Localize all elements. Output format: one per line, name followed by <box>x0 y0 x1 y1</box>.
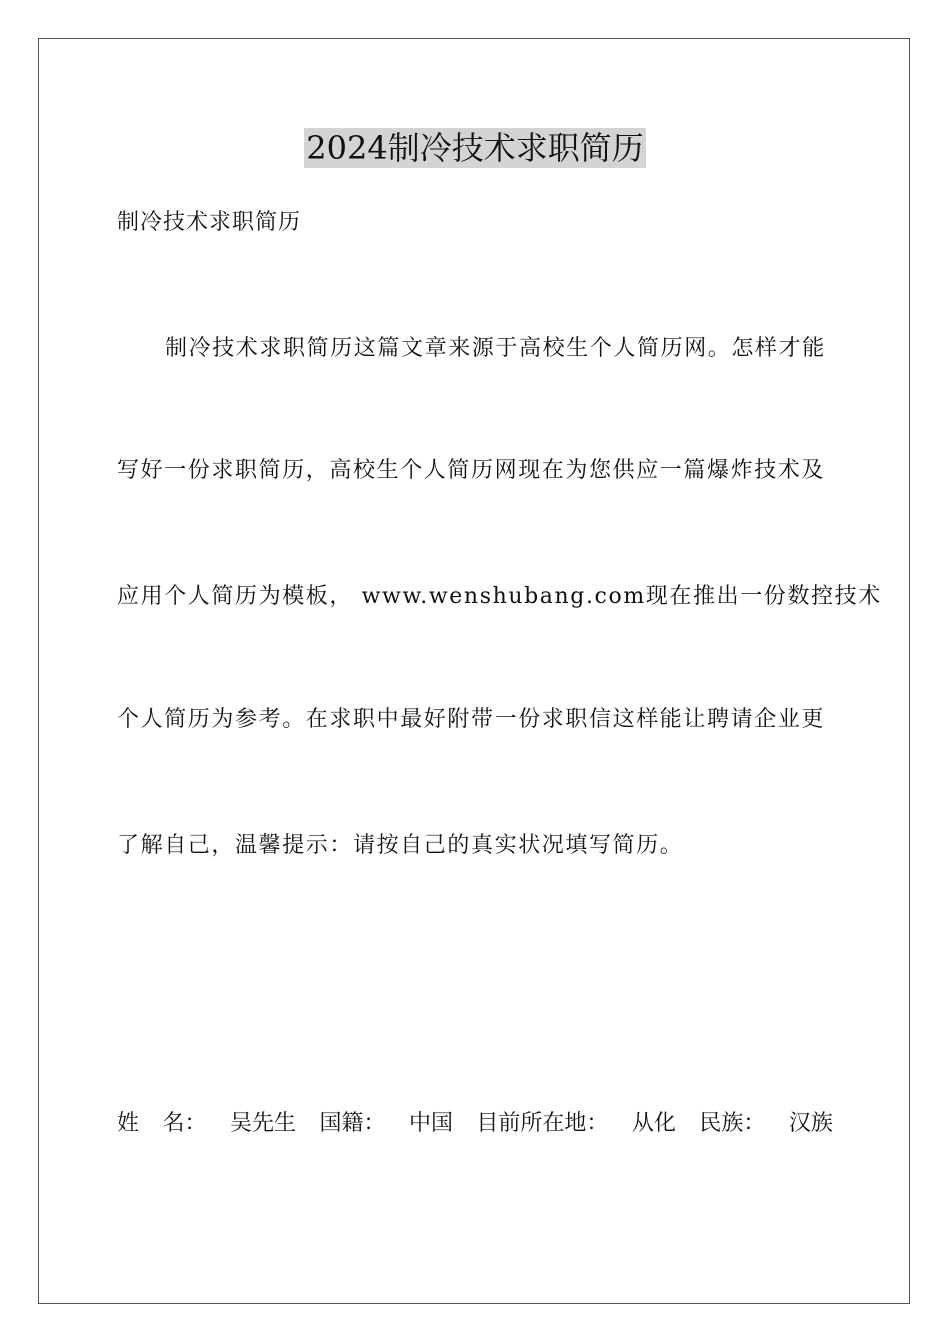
ethnicity-value: 汉族 <box>788 1111 833 1136</box>
nationality-value: 中国 <box>408 1111 453 1136</box>
nationality-label: 国籍： <box>319 1111 386 1136</box>
name-value: 吴先生 <box>229 1111 296 1136</box>
name-label-first: 姓 <box>117 1111 140 1136</box>
paragraph-line-5: 了解自己，温馨提示：请按自己的真实状况填写简历。 <box>117 833 684 858</box>
personal-info-row <box>117 1110 833 1138</box>
paragraph-line-3: 应用个人简历为模板， www.wenshubang.com现在推出一份数控技术 <box>117 584 882 609</box>
paragraph-line-1: 制冷技术求职简历这篇文章来源于高校生个人简历网。怎样才能 <box>165 336 826 361</box>
location-label: 目前所在地： <box>476 1111 609 1136</box>
document-title: 2024制冷技术求职简历 <box>306 129 644 167</box>
ethnicity-label: 民族： <box>699 1111 766 1136</box>
location-value: 从化 <box>631 1111 676 1136</box>
paragraph-line-2: 写好一份求职简历，高校生个人简历网现在为您供应一篇爆炸技术及 <box>117 458 826 483</box>
title-container <box>0 128 950 168</box>
name-label-second: 名： <box>162 1111 207 1136</box>
document-subtitle: 制冷技术求职简历 <box>117 210 302 235</box>
paragraph-line-4: 个人简历为参考。在求职中最好附带一份求职信这样能让聘请企业更 <box>117 707 826 732</box>
